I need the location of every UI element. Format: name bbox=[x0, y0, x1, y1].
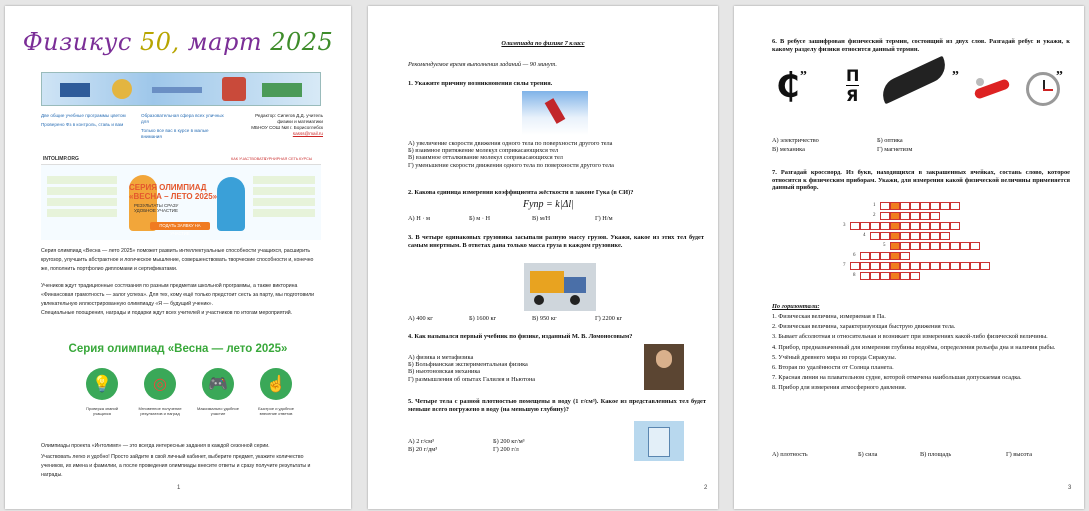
physics-banner-image bbox=[41, 72, 321, 106]
option[interactable]: В) механика bbox=[772, 146, 805, 153]
crossword-cell[interactable] bbox=[860, 272, 870, 280]
crossword-cell[interactable] bbox=[920, 232, 930, 240]
hand-click-icon: ☝ bbox=[260, 368, 292, 400]
editor-email-link[interactable]: sasss@mail.ru bbox=[292, 131, 323, 136]
crossword-cell[interactable] bbox=[930, 222, 940, 230]
question-7: 7. Разгадай кроссворд. Из букв, находящихся в закрашенных ячейках, составь слово, которое относится к физическим приборам. Укажи, для измерения какой физической величины применяется данный прибор. bbox=[772, 169, 1070, 191]
info-center-line: Только все вас в курсе в малые внимания bbox=[141, 128, 209, 139]
clue: 4. Прибор, предназначенный для измерения глубины водоёма, определения рельефа дна и наличия рыбы. bbox=[772, 343, 1056, 351]
page-2 bbox=[368, 6, 718, 509]
crossword-cell[interactable] bbox=[900, 212, 910, 220]
crossword-cell[interactable] bbox=[910, 202, 920, 210]
promo-title-line: СЕРИЯ ОЛИМПИАД bbox=[129, 183, 207, 192]
option[interactable]: Б) 200 кг/м³ bbox=[493, 438, 525, 445]
crossword-cell[interactable] bbox=[930, 232, 940, 240]
feature-item bbox=[193, 368, 243, 416]
option[interactable]: В) 20 г/дм³ bbox=[408, 446, 438, 453]
crossword-cell[interactable] bbox=[900, 262, 910, 270]
crossword-cell[interactable] bbox=[920, 212, 930, 220]
crossword-cell[interactable] bbox=[930, 212, 940, 220]
info-center bbox=[141, 113, 229, 140]
crossword-cell[interactable] bbox=[910, 232, 920, 240]
crossword-highlight-cell[interactable] bbox=[890, 222, 900, 230]
info-left-line: Проверено Фз в контроль, ставь и вам bbox=[41, 122, 124, 127]
option[interactable]: Г) магнетизм bbox=[877, 146, 913, 153]
site-header bbox=[41, 155, 321, 165]
question-4: 4. Как назывался первый учебник по физике, изданный М. В. Ломоносовым? bbox=[408, 333, 633, 340]
page-number: 3 bbox=[1068, 485, 1072, 491]
crossword-row-number: 5 bbox=[883, 243, 886, 248]
clue: 3. Бывает абсолютная и относительная и возникает при измерениях какой-либо физической величины. bbox=[772, 333, 1048, 341]
promo-title-line: «ВЕСНА – ЛЕТО 2025» bbox=[129, 192, 218, 201]
feature-item bbox=[251, 368, 301, 416]
crossword-cell[interactable] bbox=[900, 222, 910, 230]
crossword-cell[interactable] bbox=[950, 242, 960, 250]
crossword-cell[interactable] bbox=[880, 272, 890, 280]
crossword-cell[interactable] bbox=[960, 242, 970, 250]
site-link[interactable]: КАК УЧАСТВОВАТЬ bbox=[231, 157, 267, 161]
option[interactable]: В) площадь bbox=[920, 451, 952, 458]
paragraph: Специальные поощрения, награды и подарки ждут всех учителей и участников по итогам мероприятий. bbox=[41, 310, 293, 316]
cent-sign-icon: ₵ bbox=[776, 66, 800, 106]
crossword-cell[interactable] bbox=[870, 222, 880, 230]
promo-subtitle bbox=[134, 203, 178, 213]
question-2: 2. Какова единица измерения коэффициента жёсткости в законе Гука (в СИ)? bbox=[408, 189, 634, 196]
rebus-letter: П bbox=[846, 66, 860, 85]
crossword-cell[interactable] bbox=[940, 262, 950, 270]
olympiad-title: Олимпиада по физике 7 класс bbox=[501, 40, 585, 47]
crossword-cell[interactable] bbox=[930, 242, 940, 250]
clue: 5. Учёный древнего мира из города Сиракузы. bbox=[772, 353, 897, 361]
crossword-cell[interactable] bbox=[940, 202, 950, 210]
promo-right-list bbox=[253, 173, 315, 233]
option[interactable]: В) 950 кг bbox=[532, 315, 557, 322]
crossword-cell[interactable] bbox=[860, 222, 870, 230]
crossword-cell[interactable] bbox=[900, 202, 910, 210]
water-glass-image bbox=[634, 421, 684, 461]
option[interactable]: А) 400 кг bbox=[408, 315, 433, 322]
clock-icon bbox=[1026, 72, 1060, 106]
option[interactable]: Б) Вольфианская экспериментальная физика bbox=[408, 361, 528, 369]
option[interactable]: Г) размышления об опытах Галилея и Ньютона bbox=[408, 375, 536, 383]
crossword-cell[interactable] bbox=[850, 222, 860, 230]
paragraph: Серия олимпиад «Весна — лето 2025» поможет развить интеллектуальные способности учащихся, расширить кругозор, улучшить абстрактное и логическое мышление, совершенствовать творческие способности и, конечно же, пополнить портфолио дипломами и сертификатами. bbox=[41, 248, 314, 272]
crossword-cell[interactable] bbox=[850, 262, 860, 270]
clue: 2. Физическая величина, характеризующая быструю движения тела. bbox=[772, 323, 956, 331]
paragraph: Олимпиады проекта «Интолимп» — это всегда интересные задания в каждой сезонной серии. bbox=[41, 443, 270, 449]
info-left-line: Две общие учебные программы цветом bbox=[41, 113, 126, 118]
option[interactable]: Г) уменьшение скорости движения одного тела по поверхности другого тела bbox=[408, 161, 614, 169]
clue: 6. Вторая по удалённости от Солнца планета. bbox=[772, 364, 894, 372]
site-link[interactable]: КУРСЫ bbox=[299, 157, 313, 161]
option[interactable]: Б) сила bbox=[858, 451, 878, 458]
masthead-issue: 50, bbox=[139, 28, 180, 56]
crossword-cell[interactable] bbox=[870, 262, 880, 270]
crossword-cell[interactable] bbox=[980, 262, 990, 270]
page-3 bbox=[734, 6, 1084, 509]
crossword-cell[interactable] bbox=[950, 262, 960, 270]
crossword-cell[interactable] bbox=[880, 222, 890, 230]
page-number: 1 bbox=[177, 485, 181, 491]
crossword-cell[interactable] bbox=[900, 272, 910, 280]
question-1: 1. Укажите причину возникновения силы трения. bbox=[408, 80, 553, 87]
crossword-row-number: 4 bbox=[863, 233, 866, 238]
crossword-row-number: 7 bbox=[843, 263, 846, 268]
crossword-cell[interactable] bbox=[910, 272, 920, 280]
crossword-cell[interactable] bbox=[900, 252, 910, 260]
lomonosov-portrait-image bbox=[644, 344, 684, 390]
clue-list bbox=[772, 313, 1070, 392]
crossword-cell[interactable] bbox=[910, 222, 920, 230]
feature-item bbox=[77, 368, 127, 416]
crossword-cell[interactable] bbox=[900, 232, 910, 240]
rebus-comma: „ bbox=[1056, 62, 1063, 77]
crossword-cell[interactable] bbox=[970, 242, 980, 250]
option[interactable]: В) ньютоновская механика bbox=[408, 368, 481, 376]
option[interactable]: Г) высота bbox=[1006, 451, 1032, 458]
option[interactable]: А) электричество bbox=[772, 137, 819, 144]
crossword-row-number: 2 bbox=[873, 213, 876, 218]
crossword-row-number: 1 bbox=[873, 203, 876, 208]
crossword-cell[interactable] bbox=[940, 222, 950, 230]
option[interactable]: Б) взаимное притяжение молекул соприкасающихся тел bbox=[408, 147, 559, 155]
editor-line: МБНОУ СОШ №8 г. Борисоглебск bbox=[251, 125, 323, 130]
option[interactable]: Г) 200 г/л bbox=[493, 446, 519, 453]
truck-image bbox=[524, 263, 596, 311]
target-icon: ◎ bbox=[144, 368, 176, 400]
crossword-cell[interactable] bbox=[950, 202, 960, 210]
crossword-highlight-cell[interactable] bbox=[890, 242, 900, 250]
crossword-cell[interactable] bbox=[870, 232, 880, 240]
question-3: 3. В четыре одинаковых грузовика засыпали разную массу грузов. Укажи, какое из этих тел будет самым инертным. В ответах дана только масса груза в каждом грузовике. bbox=[408, 234, 704, 249]
skier-image bbox=[522, 91, 588, 135]
crossword-cell[interactable] bbox=[880, 232, 890, 240]
feature-label: Быстрое и удобное внесение ответов bbox=[258, 406, 294, 416]
promo-sub-line: РЕЗУЛЬТАТЫ СРАЗУ bbox=[134, 203, 179, 208]
feature-label: Проверка знаний учащихся bbox=[86, 406, 118, 416]
info-center-line: Образовательная сфера всех уличных для bbox=[141, 113, 224, 124]
question-6: 6. В ребусе зашифрован физический термин, состоящий из двух слов. Разгадай ребус и укажи, к какому разделу физики относится данный термин. bbox=[772, 38, 1070, 53]
feature-label: Максимально удобное участие bbox=[197, 406, 239, 416]
rebus-comma: „ bbox=[800, 62, 807, 77]
crossword-row-number: 8 bbox=[853, 273, 856, 278]
paragraph: Учеников ждут традиционные состязания по разным предметам школьной программы, а также викторина «Финансовая грамотность — залог успеха». Для тех, кому ещё только предстоит сесть за парту, мы подготовили увлекательную иллюстрированную олимпиаду «Я — будущий ученик». bbox=[41, 283, 315, 307]
crossword-cell[interactable] bbox=[910, 262, 920, 270]
crossword-cell[interactable] bbox=[900, 242, 910, 250]
option[interactable]: А) Н · м bbox=[408, 215, 430, 222]
crossword-highlight-cell[interactable] bbox=[890, 212, 900, 220]
crossword-cell[interactable] bbox=[860, 262, 870, 270]
masthead-word: Физикус bbox=[22, 28, 132, 56]
crossword-highlight-cell[interactable] bbox=[890, 272, 900, 280]
option[interactable]: Г) Н/м bbox=[595, 215, 613, 222]
crossword-cell[interactable] bbox=[880, 262, 890, 270]
paragraph: Участвовать легко и удобно! Просто зайдите в свой личный кабинет, выберите предмет, укажите количество учеников, их имена и фамилии, а после проведения олимпиады внесите ответы и сразу получите результаты и награды. bbox=[41, 454, 311, 478]
option[interactable]: Б) оптика bbox=[877, 137, 903, 144]
crossword-cell[interactable] bbox=[920, 262, 930, 270]
crossword-cell[interactable] bbox=[860, 252, 870, 260]
crossword-row-number: 6 bbox=[853, 253, 856, 258]
rebus bbox=[774, 62, 1064, 114]
clue: 7. Красная линия на плавательном судне, которой отмечена наибольшая допускаемая осадка. bbox=[772, 374, 1022, 382]
crossword-cell[interactable] bbox=[910, 242, 920, 250]
crossword-cell[interactable] bbox=[880, 212, 890, 220]
option[interactable]: В) взаимное отталкивание молекул соприкасающихся тел bbox=[408, 154, 563, 162]
feature-item bbox=[135, 368, 185, 416]
option[interactable]: А) физика и метафизика bbox=[408, 354, 474, 361]
option[interactable]: В) м/Н bbox=[532, 215, 551, 222]
gamepad-icon: 🎮 bbox=[202, 368, 234, 400]
crossword-cell[interactable] bbox=[870, 272, 880, 280]
crossword-highlight-cell[interactable] bbox=[890, 202, 900, 210]
lightbulb-icon: 💡 bbox=[86, 368, 118, 400]
crossword-cell[interactable] bbox=[940, 232, 950, 240]
feather-icon bbox=[877, 56, 951, 105]
crossword-cell[interactable] bbox=[970, 262, 980, 270]
promo-title bbox=[129, 183, 217, 201]
crossword-cell[interactable] bbox=[920, 202, 930, 210]
crossword-cell[interactable] bbox=[950, 222, 960, 230]
crossword-cell[interactable] bbox=[870, 252, 880, 260]
crossword-cell[interactable] bbox=[880, 202, 890, 210]
rebus-letter: Я bbox=[846, 86, 859, 105]
crossword-cell[interactable] bbox=[930, 202, 940, 210]
site-logo[interactable]: INTOLIMP.ORG bbox=[43, 156, 79, 162]
crossword-cell[interactable] bbox=[920, 222, 930, 230]
option[interactable]: Г) 2200 кг bbox=[595, 315, 623, 322]
horizontal-heading: По горизонтали: bbox=[772, 303, 820, 310]
clue: 1. Физическая величина, измеряемая в Па. bbox=[772, 313, 886, 320]
crossword-highlight-cell[interactable] bbox=[890, 252, 900, 260]
crossword-cell[interactable] bbox=[930, 262, 940, 270]
crossword-cell[interactable] bbox=[920, 242, 930, 250]
crossword-highlight-cell[interactable] bbox=[890, 232, 900, 240]
option[interactable]: А) 2 г/см³ bbox=[408, 438, 434, 445]
masthead-year: 2025 bbox=[270, 28, 334, 56]
question-5: 5. Четыре тела с разной плотностью помещены в воду (1 г/см³). Какое из представленных тел будет меньше всего погружено в воду (на меньшую глубину)? bbox=[408, 398, 706, 413]
info-right bbox=[243, 113, 323, 137]
series-heading: Серия олимпиад «Весна — лето 2025» bbox=[68, 343, 288, 355]
crossword-cell[interactable] bbox=[940, 242, 950, 250]
option[interactable]: Б) м · Н bbox=[469, 215, 491, 222]
options-q4 bbox=[408, 354, 535, 383]
options-q1 bbox=[408, 140, 614, 169]
option[interactable]: А) увеличение скорости движения одного тела по поверхности другого тела bbox=[408, 140, 613, 147]
crossword-row-number: 3 bbox=[843, 223, 846, 228]
info-left bbox=[41, 113, 129, 128]
crossword-cell[interactable] bbox=[960, 262, 970, 270]
figure-icon bbox=[970, 74, 1014, 104]
editor-line: Редактор: Сипегов Д.Д. учитель bbox=[255, 113, 323, 118]
page-number: 2 bbox=[704, 485, 708, 491]
crossword-cell[interactable] bbox=[880, 252, 890, 260]
promo-sub-line: УДОБНОЕ УЧАСТИЕ bbox=[134, 208, 179, 213]
rebus-comma: „ bbox=[952, 62, 959, 77]
crossword-cell[interactable] bbox=[910, 212, 920, 220]
site-link[interactable]: ТУРНИРНАЯ СЕТЬ bbox=[264, 157, 299, 161]
time-note: Рекомендуемое время выполнения заданий — 90 минут. bbox=[408, 61, 557, 68]
crossword-highlight-cell[interactable] bbox=[890, 262, 900, 270]
page-1 bbox=[5, 6, 351, 509]
option[interactable]: А) плотность bbox=[772, 451, 808, 458]
clue: 8. Прибор для измерения атмосферного давления. bbox=[772, 384, 907, 392]
feature-label: Мгновенное получение результатов и наград bbox=[138, 406, 182, 416]
child-figure-image bbox=[217, 177, 245, 231]
apply-button[interactable]: ПОДАТЬ ЗАЯВКУ НА УЧАСТИЕ bbox=[150, 222, 210, 230]
option[interactable]: Б) 1600 кг bbox=[469, 315, 497, 322]
promo-left-list bbox=[47, 173, 117, 233]
hooke-formula: Fупр = k|Δl| bbox=[523, 199, 574, 210]
editor-line: физики и математики bbox=[277, 119, 323, 124]
masthead bbox=[5, 28, 351, 56]
masthead-month: март bbox=[187, 28, 263, 56]
crossword-grid bbox=[843, 202, 1000, 286]
